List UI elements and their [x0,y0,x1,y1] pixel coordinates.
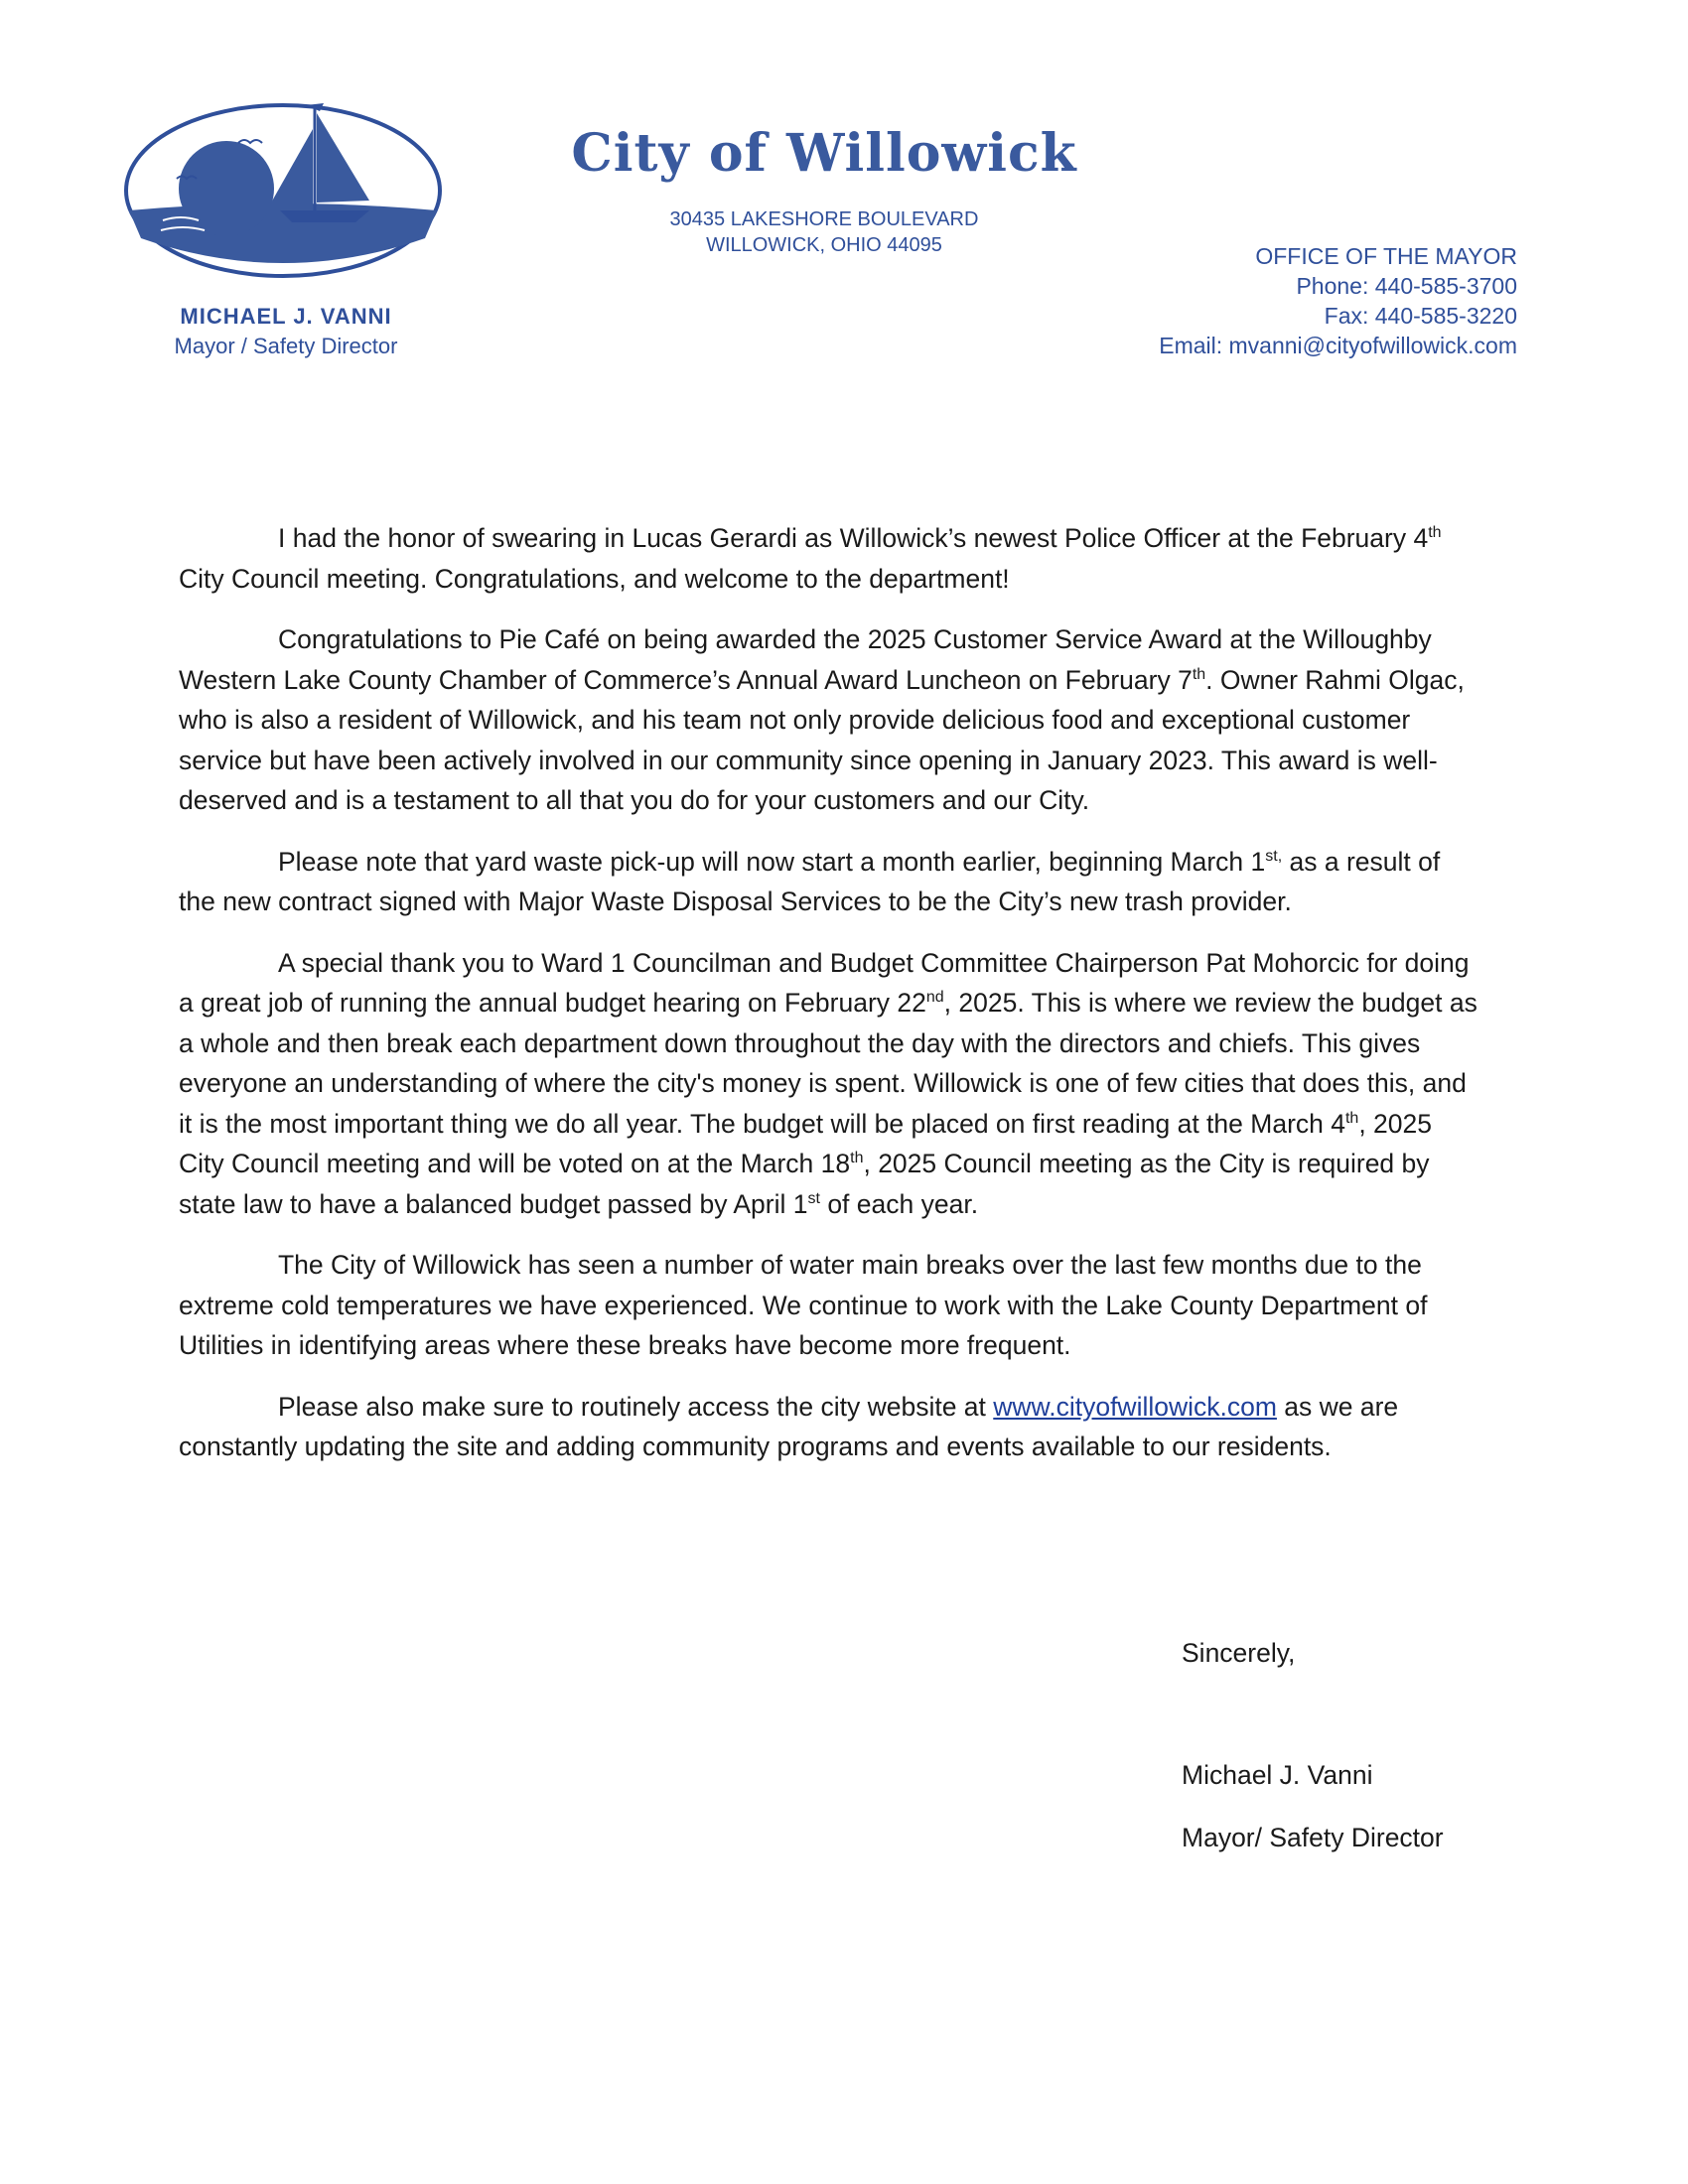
superscript: nd [925,989,944,1007]
superscript: st [807,1189,820,1207]
paragraph-police-officer [179,518,1481,599]
superscript: th [1192,665,1206,683]
text-segment: Please note that yard waste pick-up will now start a month earlier, beginning March 1 [278,846,1266,877]
mayor-title: Mayor / Safety Director [174,334,398,358]
text-segment: of each year. [819,1188,979,1219]
paragraph-yard-waste [179,842,1481,922]
paragraph-water-main-breaks: The City of Willowick has seen a number of water main breaks over the last few months due to the extreme cold temperatures we have experienced. We continue to work with the Lake County Department of Utilities in identifying areas where these breaks have become more frequent. [179,1250,1428,1360]
signer-title: Mayor/ Safety Director [1182,1823,1444,1852]
superscript: th [1344,1109,1359,1127]
email-address: Email: mvanni@cityofwillowick.com [1159,333,1517,358]
sailboat-sunset-logo-icon [121,99,445,283]
address-line-2: WILLOWICK, OHIO 44095 [706,234,942,256]
superscript: th [1428,524,1442,542]
letter-body [179,518,1481,1488]
text-segment: A special thank you to Ward 1 Councilman and Budget Committee Chairperson Pat Mohorcic for doing a great job of running the annual budget hearing on February 22 [179,947,1470,1018]
superscript: th [850,1150,864,1167]
phone-number: Phone: 440-585-3700 [1296,273,1517,299]
text-segment: as a result of the new contract signed with Major Waste Disposal Services to be the City’s new trash provider. [179,846,1441,916]
paragraph-pie-cafe-award [179,619,1481,821]
superscript: st, [1265,847,1283,865]
text-segment: Please also make sure to routinely access the city website at [278,1391,994,1422]
text-segment: as we are constantly updating the site and adding community programs and events available to our residents. [179,1391,1399,1461]
contact-block [1159,241,1517,360]
fax-number: Fax: 440-585-3220 [1324,303,1517,329]
city-address [556,206,1092,258]
mayor-name: MICHAEL J. VANNI [180,304,392,329]
paragraph-city-website [179,1387,1481,1467]
text-segment: Congratulations to Pie Café on being awarded the 2025 Customer Service Award at the Willoughby Western Lake County Chamber of Commerce’s Annual Award Luncheon on February 7 [179,624,1432,695]
text-segment: City Council meeting. Congratulations, and welcome to the department! [179,563,1010,594]
address-line-1: 30435 LAKESHORE BOULEVARD [669,208,979,230]
office-label: OFFICE OF THE MAYOR [1255,243,1517,269]
mayor-block [119,302,453,361]
city-title: City of Willowick [571,123,1077,184]
text-segment: , 2025 City Council meeting and will be voted on at the March 18 [179,1108,1433,1178]
text-segment: , 2025 Council meeting as the City is required by state law to have a balanced budget passed by April 1 [179,1149,1430,1219]
signer-name: Michael J. Vanni [1182,1760,1373,1790]
text-segment: I had the honor of swearing in Lucas Gerardi as Willowick’s newest Police Officer at the February 4 [278,523,1429,553]
text-segment: , 2025. This is where we review the budget as a whole and then break each department down throughout the day with the directors and chiefs. This gives everyone an understanding of where the city's money is spent. Willowick is one of few cities that does this, and it is the most important thing we do all year. The budget will be placed on first reading at the March 4 [179,988,1477,1139]
city-website-link[interactable]: www.cityofwillowick.com [993,1391,1277,1422]
paragraph-budget-hearing [179,943,1481,1225]
text-segment: . Owner Rahmi Olgac, who is also a resident of Willowick, and his team not only provide delicious food and exceptional customer service but have been actively involved in our community since opening in January 2023. This award is well-deserved and is a testament to all that you do for your customers and our City. [179,664,1465,815]
closing-salutation: Sincerely, [1182,1638,1296,1668]
